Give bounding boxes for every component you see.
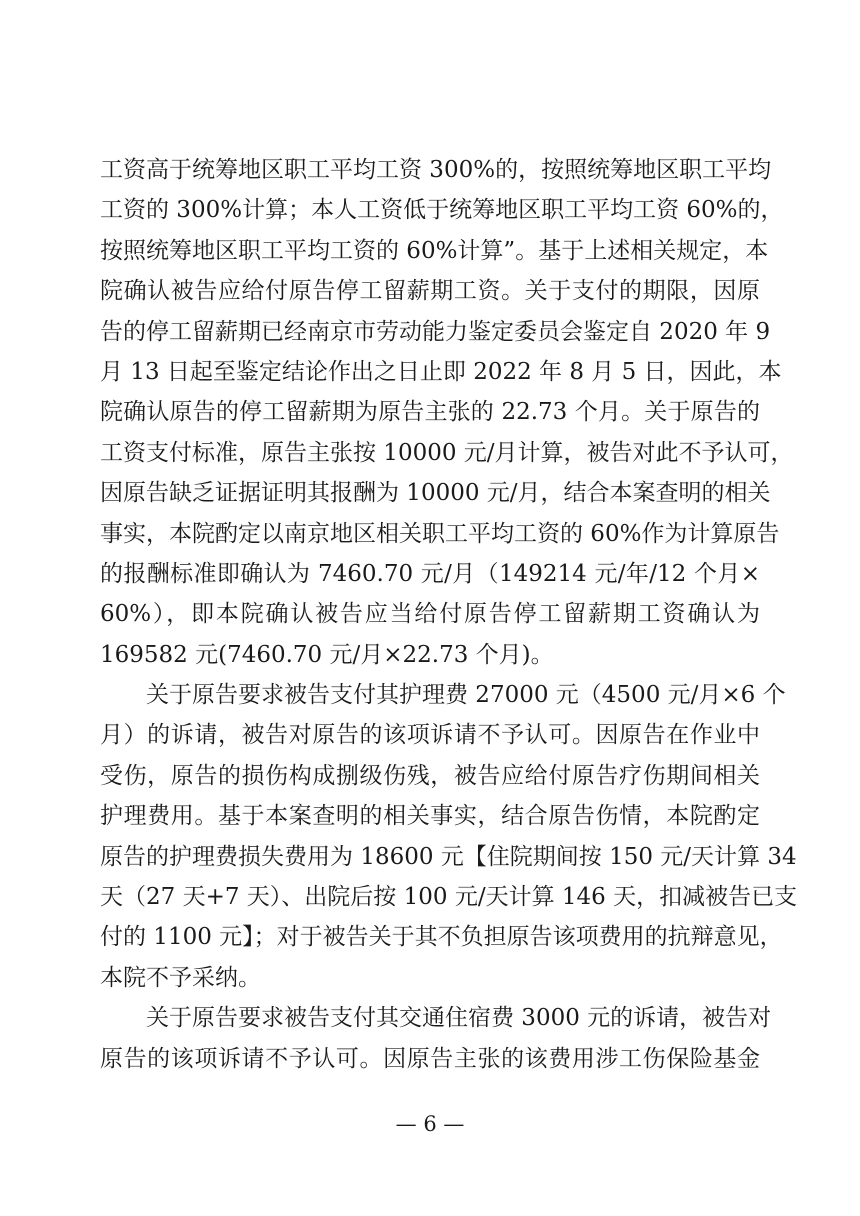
page-number: — 6 — — [395, 1112, 465, 1136]
text-line: 月）的诉请，被告对原告的该项诉请不予认可。因原告在作业中 — [100, 722, 760, 749]
text-line: 院确认被告应给付原告停工留薪期工资。关于支付的期限，因原 — [100, 278, 760, 305]
text-line: 院确认原告的停工留薪期为原告主张的 22.73 个月。关于原告的 — [100, 399, 760, 426]
text-line: 天（27 天+7 天）、出院后按 100 元/天计算 146 天，扣减被告已支 — [100, 884, 798, 911]
text-line: 受伤，原告的损伤构成捌级伤残，被告应给付原告疗伤期间相关 — [100, 762, 760, 789]
paragraph-first-line: 关于原告要求被告支付其交通住宿费 3000 元的诉请，被告对 — [146, 1005, 772, 1032]
text-line: 原告的该项诉请不予认可。因原告主张的该费用涉工伤保险基金 — [100, 1045, 760, 1072]
text-line: 工资高于统筹地区职工平均工资 300%的，按照统筹地区职工平均 — [100, 157, 772, 183]
text-line: 付的 1100 元】；对于被告关于其不负担原告该项费用的抗辩意见， — [100, 924, 783, 951]
document-body — [100, 150, 798, 1079]
text-line: 工资的 300%计算；本人工资低于统筹地区职工平均工资 60%的， — [100, 197, 784, 224]
text-line: 工资支付标准，原告主张按 10000 元/月计算，被告对此不予认可， — [100, 439, 794, 466]
paragraph-first-line: 关于原告要求被告支付其护理费 27000 元（4500 元/月×6 个 — [146, 682, 786, 709]
text-line: 事实，本院酌定以南京地区相关职工平均工资的 60%作为计算原告 — [100, 520, 780, 547]
text-line: 的报酬标准即确认为 7460.70 元/月（149214 元/年/12 个月× — [100, 560, 760, 587]
text-line: 本院不予采纳。 — [100, 964, 261, 991]
text-line: 告的停工留薪期已经南京市劳动能力鉴定委员会鉴定自 2020 年 9 — [100, 318, 771, 345]
text-line: 护理费用。基于本案查明的相关事实，结合原告伤情，本院酌定 — [100, 803, 760, 830]
text-line: 月 13 日起至鉴定结论作出之日止即 2022 年 8 月 5 日，因此，本 — [100, 358, 782, 385]
text-line: 60%），即本院确认被告应当给付原告停工留薪期工资确认为 — [100, 601, 760, 628]
text-line: 原告的护理费损失费用为 18600 元【住院期间按 150 元/天计算 34 — [100, 843, 797, 870]
text-line: 按照统筹地区职工平均工资的 60%计算”。基于上述相关规定，本 — [100, 237, 769, 264]
text-line: 169582 元(7460.70 元/月×22.73 个月)。 — [100, 641, 554, 668]
text-line: 因原告缺乏证据证明其报酬为 10000 元/月，结合本案查明的相关 — [100, 480, 771, 507]
